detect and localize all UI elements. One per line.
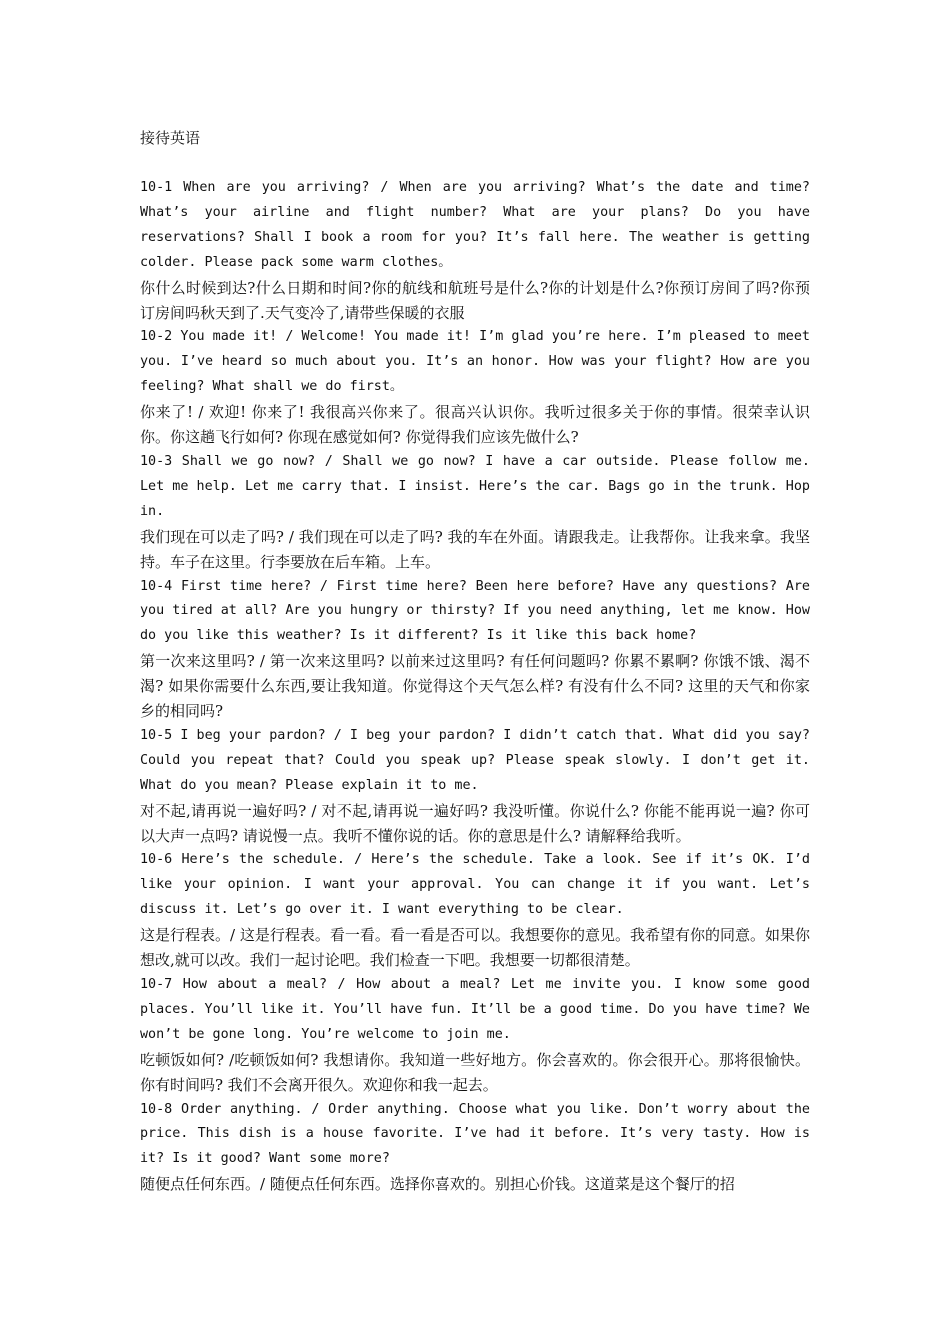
english-paragraph: 10-3 Shall we go now? / Shall we go now? I have a car outside. Please follow me. Let me help. Let me carry that. I insist. Here’s the car. Bags go in the trunk. Hop in. (140, 453, 810, 519)
section-10-2 (140, 325, 810, 450)
chinese-paragraph: 你什么时候到达?什么日期和时间?你的航线和航班号是什么?你的计划是什么?你预订房间了吗?你预订房间吗秋天到了.天气变冷了,请带些保暖的衣服 (140, 278, 810, 322)
section-10-1 (140, 176, 810, 325)
chinese-paragraph: 第一次来这里吗? / 第一次来这里吗? 以前来过这里吗? 有任何问题吗? 你累不累啊? 你饿不饿、渴不渴? 如果你需要什么东西,要让我知道。你觉得这个天气怎么样? 有没有什么不同? 这里的天气和你家乡的相同吗? (140, 652, 810, 721)
chinese-paragraph: 这是行程表。/ 这是行程表。看一看。看一看是否可以。我想要你的意见。我希望有你的同意。如果你想改,就可以改。我们一起讨论吧。我们检查一下吧。我想要一切都很清楚。 (140, 926, 810, 970)
english-paragraph: 10-2 You made it! / Welcome! You made it! I’m glad you’re here. I’m pleased to meet you. I’ve heard so much about you. It’s an honor. How was your flight? How are you feeling? What shall we do first。 (140, 329, 810, 395)
chinese-paragraph: 对不起,请再说一遍好吗? / 对不起,请再说一遍好吗? 我没听懂。你说什么? 你能不能再说一遍? 你可以大声一点吗? 请说慢一点。我听不懂你说的话。你的意思是什么? 请解释给我听。 (140, 801, 810, 845)
chinese-paragraph: 我们现在可以走了吗? / 我们现在可以走了吗? 我的车在外面。请跟我走。让我帮你。让我来拿。我坚持。车子在这里。行李要放在后车箱。上车。 (140, 527, 810, 571)
document-page (140, 126, 810, 1197)
section-10-8 (140, 1098, 810, 1198)
english-paragraph: 10-5 I beg your pardon? / I beg your pardon? I didn’t catch that. What did you say? Could you repeat that? Could you speak up? Please speak slowly. I don’t get it. What do you mean? Please explain it to me. (140, 727, 810, 793)
english-paragraph: 10-7 How about a meal? / How about a meal? Let me invite you. I know some good places. You’ll like it. You’ll have fun. It’ll be a good time. Do you have time? We won’t be gone long. You’re welcome to join me. (140, 977, 810, 1042)
section-10-4 (140, 575, 810, 724)
section-10-7 (140, 973, 810, 1098)
chinese-paragraph: 吃顿饭如何? /吃顿饭如何? 我想请你。我知道一些好地方。你会喜欢的。你会很开心。那将很愉快。你有时间吗? 我们不会离开很久。欢迎你和我一起去。 (140, 1050, 810, 1094)
english-paragraph: 10-8 Order anything. / Order anything. Choose what you like. Don’t worry about the price. This dish is a house favorite. I’ve had it before. It’s very tasty. How is it? Is it good? Want some more? (140, 1101, 810, 1167)
english-paragraph: 10-6 Here’s the schedule. / Here’s the schedule. Take a look. See if it’s OK. I’d like your opinion. I want your approval. You can change it if you want. Let’s discuss it. Let’s go over it. I want everything to be clear. (140, 852, 810, 918)
section-10-3 (140, 450, 810, 575)
english-paragraph: 10-4 First time here? / First time here? Been here before? Have any questions? Are you tired at all? Are you hungry or thirsty? If you need anything, let me know. How do you like this weather? Is it different? Is it like this back home? (140, 578, 810, 644)
chinese-paragraph: 你来了! / 欢迎! 你来了! 我很高兴你来了。很高兴认识你。我听过很多关于你的事情。很荣幸认识你。你这趟飞行如何? 你现在感觉如何? 你觉得我们应该先做什么? (140, 403, 810, 447)
chinese-paragraph: 随便点任何东西。/ 随便点任何东西。选择你喜欢的。别担心价钱。这道菜是这个餐厅的招 (140, 1175, 735, 1194)
english-paragraph: 10-1 When are you arriving? / When are you arriving? What’s the date and time? What’s your airline and flight number? What are your plans? Do you have reservations? Shall I book a room for you? It’s fall here. The weather is getting colder. Please pack some warm clothes。 (140, 180, 810, 270)
section-10-5 (140, 724, 810, 849)
section-10-6 (140, 848, 810, 973)
document-title: 接待英语 (140, 129, 201, 147)
